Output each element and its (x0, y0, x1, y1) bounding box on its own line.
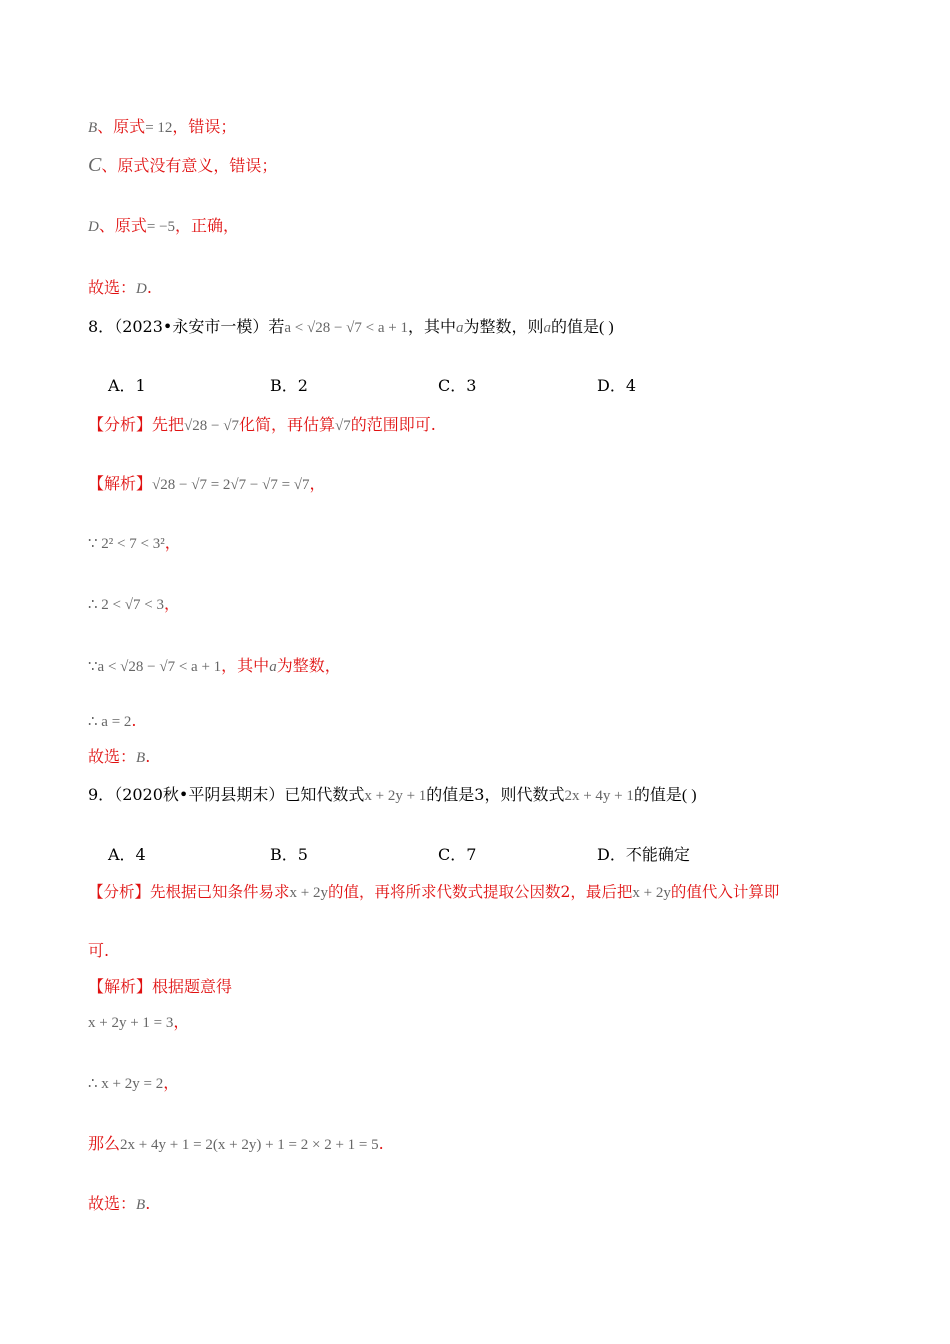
answer-blank: ( ) (681, 787, 697, 804)
choice-d: D．不能确定 (597, 845, 690, 864)
question-8-solution-line-3: ∴ 2 < √7 < 3， (88, 594, 180, 613)
choice-a: A．1 (108, 376, 146, 395)
question-9-analysis: 【分析】先根据已知条件易求x + 2y的值，再将所求代数式提取公因数2，最后把x + 2y的值代入计算即 (88, 883, 780, 901)
choice-d: D．4 (597, 376, 637, 395)
question-9-solution-line-3: 那么2x + 4y + 1 = 2(x + 2y) + 1 = 2 × 2 + 1 = 5. (88, 1134, 384, 1153)
option-c-solution: C、原式没有意义，错误； (88, 154, 278, 176)
question-8-solution-line-5: ∴ a = 2. (88, 711, 137, 730)
choice-a: A．4 (108, 845, 146, 864)
question-9-stem: 9．（2020秋•平阴县期末）已知代数式x + 2y + 1的值是3，则代数式2x + 4y + 1的值是( ) (88, 785, 697, 804)
solution-tag: 【解析】 (88, 474, 153, 493)
math-expression: x + 2y + 1 (364, 788, 427, 804)
question-8-stem: 8．（2023•永安市一模）若a < √28 − √7 < a + 1，其中a为整数，则a的值是( ) (88, 317, 614, 336)
option-letter: C (88, 154, 102, 176)
answer-blank: ( ) (599, 319, 614, 336)
choice-b: B．2 (270, 376, 308, 395)
choice-c: C．7 (438, 845, 477, 864)
analysis-tag: 【分析】 (88, 415, 153, 434)
question-8-analysis: 【分析】先把√28 − √7化简，再估算√7的范围即可. (88, 415, 436, 434)
question-8-solution-line-2: ∵ 2² < 7 < 3²， (88, 533, 181, 552)
option-d-solution: D、原式= −5，正确， (88, 216, 240, 235)
question-number: 8． (88, 317, 115, 336)
question-8-solution-line-4: ∵a < √28 − √7 < a + 1，其中a为整数， (88, 656, 341, 675)
question-8-answer: 故选：B. (88, 747, 151, 766)
question-9-solution-line-1: x + 2y + 1 = 3， (88, 1012, 190, 1031)
question-9-solution-intro: 【解析】根据题意得 (88, 977, 233, 996)
question-source: （2023•永安市一模）若 (114, 317, 285, 336)
math-expression: a < √28 − √7 < a + 1 (284, 320, 408, 336)
question-9-solution-line-2: ∴ x + 2y = 2， (88, 1073, 180, 1092)
option-letter: D (88, 219, 99, 235)
question-8-solution-line-1: 【解析】√28 − √7 = 2√7 − √7 = √7， (88, 474, 326, 493)
question-number: 9． (88, 785, 115, 804)
option-b-solution: B、原式= 12，错误； (88, 117, 237, 136)
solution-tag: 【解析】 (88, 977, 153, 996)
question-9-answer: 故选：B. (88, 1194, 151, 1213)
math-expression: 2x + 4y + 1 (564, 788, 634, 804)
choice-c: C．3 (438, 376, 477, 395)
question-9-analysis-cont: 可. (88, 941, 110, 960)
question-source: （2020秋•平阴县期末）已知代数式 (114, 785, 365, 804)
analysis-tag: 【分析】 (88, 883, 151, 901)
answer-line: 故选：D. (88, 278, 152, 297)
choice-b: B．5 (270, 845, 308, 864)
option-letter: B (88, 120, 98, 136)
